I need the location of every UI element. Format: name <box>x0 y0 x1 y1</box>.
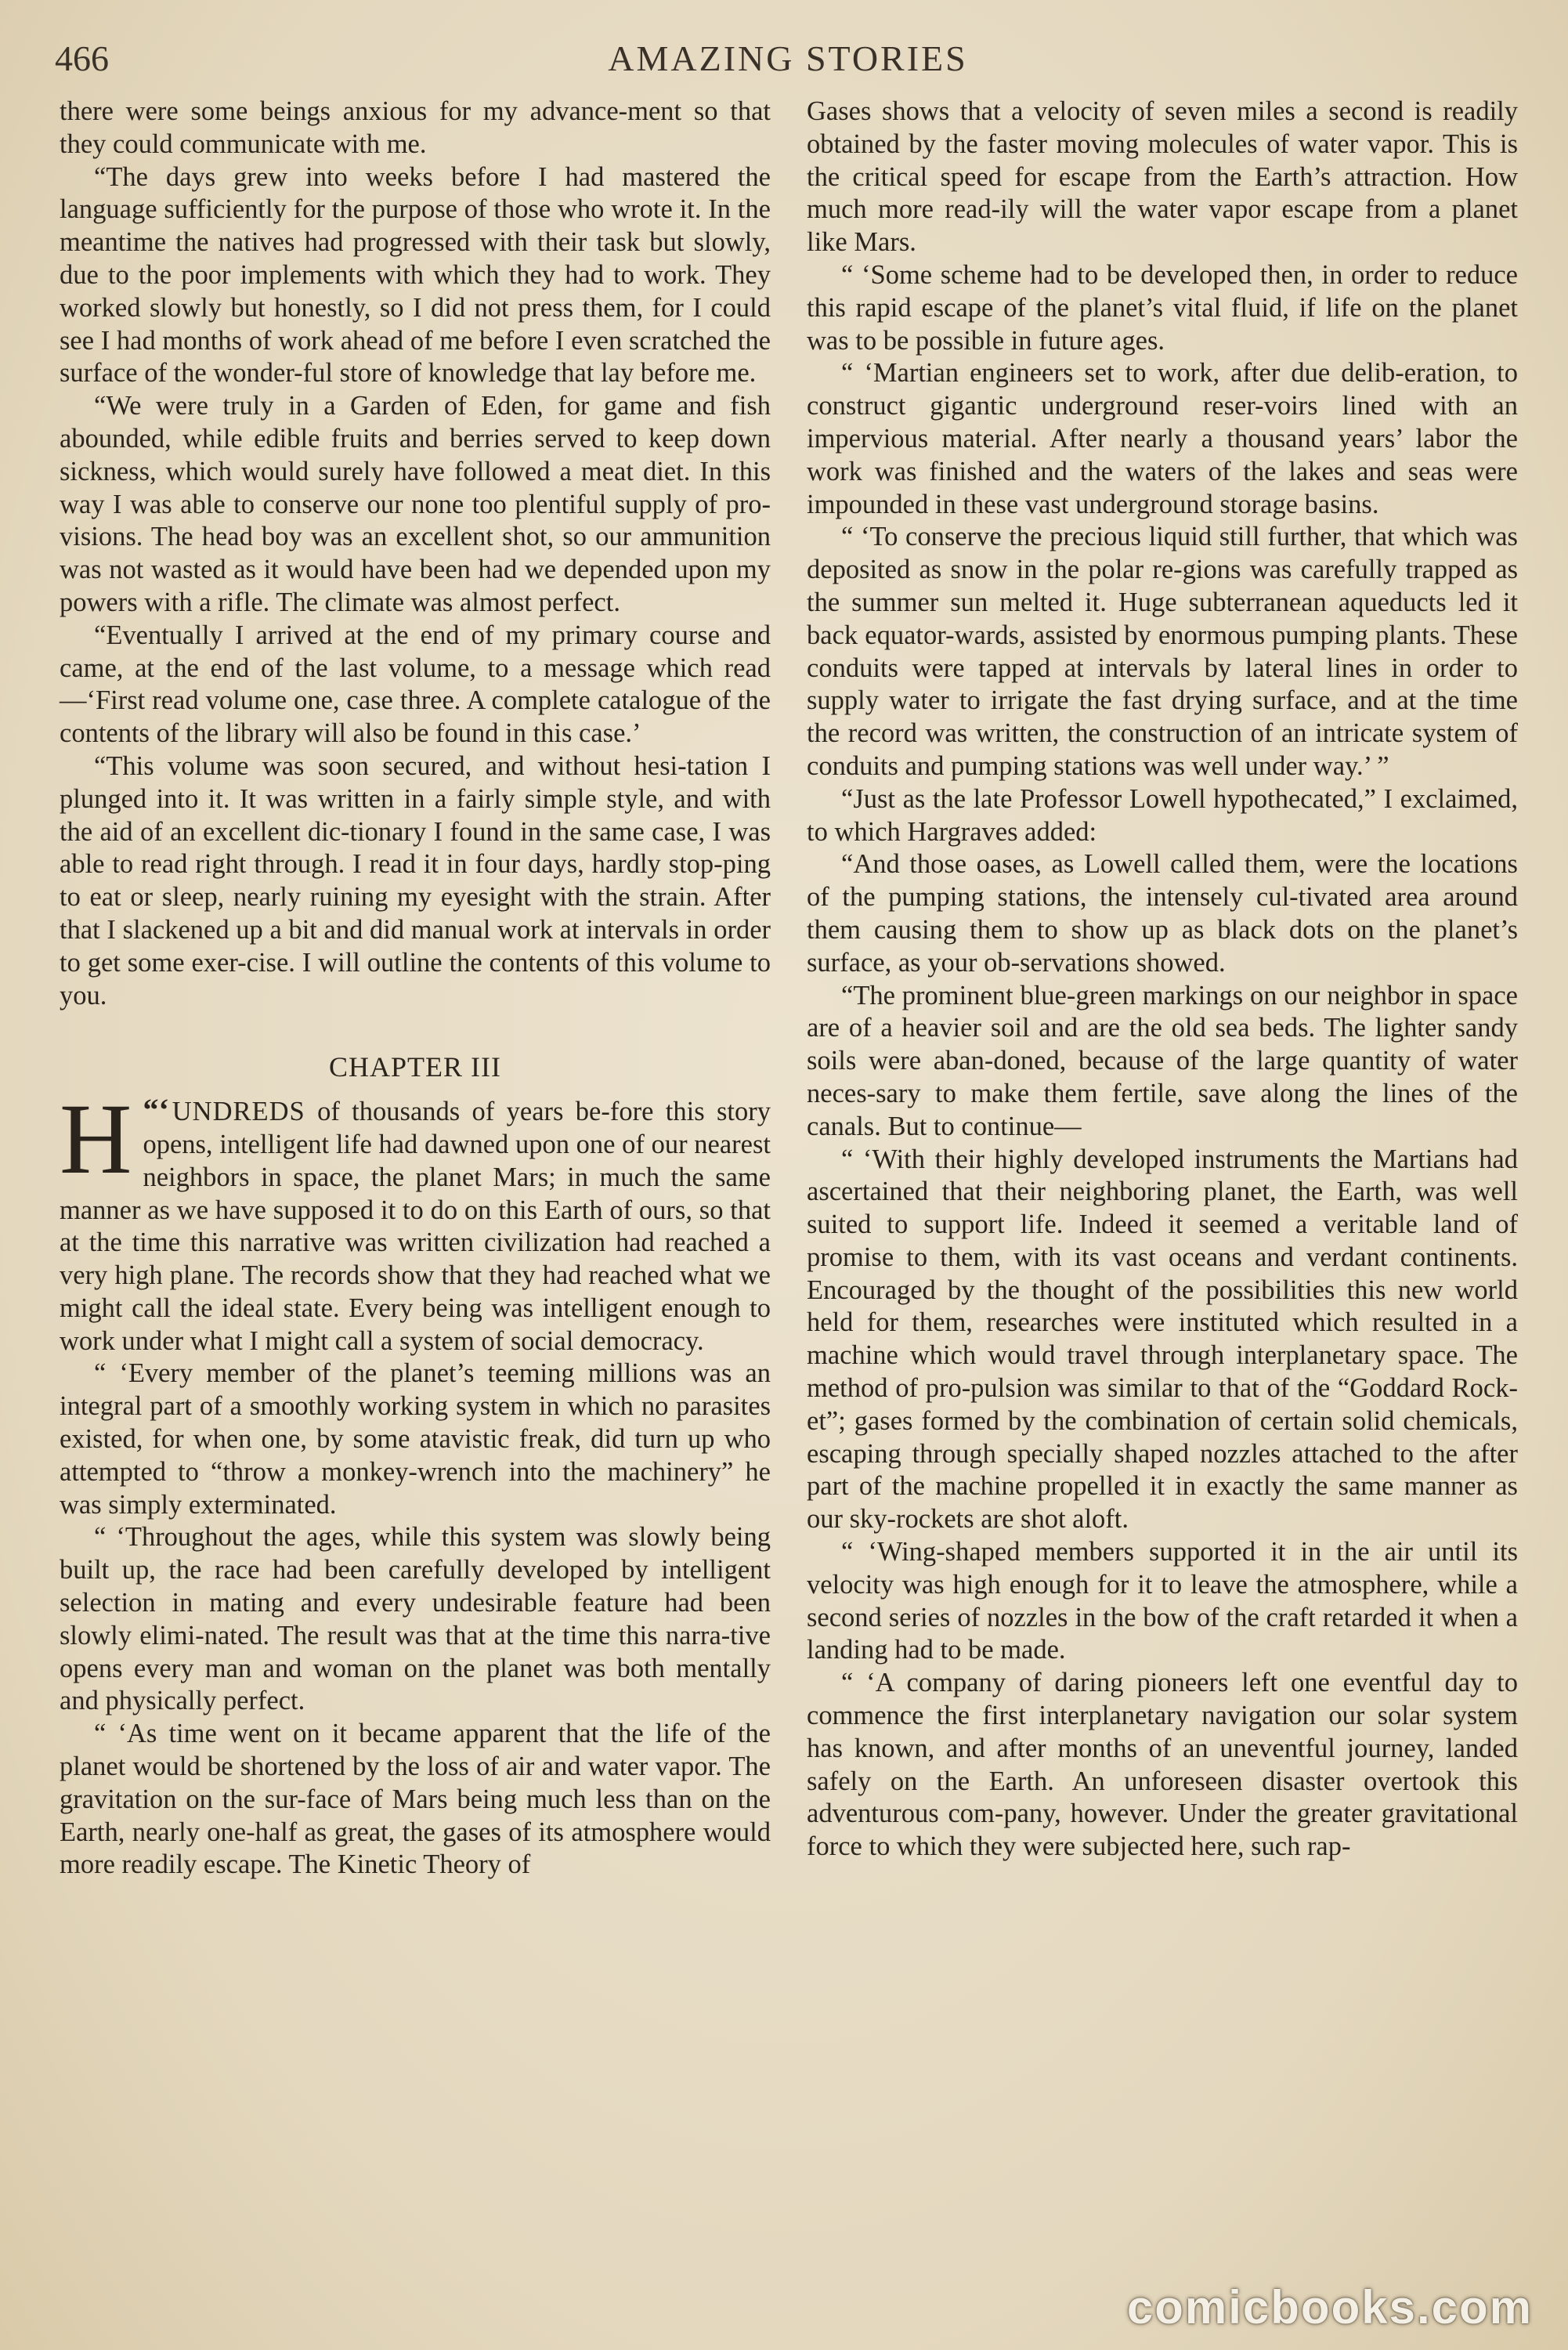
paragraph: “And those oases, as Lowell called them, were the locations of the pumping stations, the intensely cul-tivated area around them causing them to show up as black dots on the planet’s surface, as your ob-servations showed. <box>807 849 1518 978</box>
paragraph: “The days grew into weeks before I had mastered the language sufficiently for the purpose of those who wrote it. In the meantime the natives had progressed with their task but slowly, due to the poor implements with which they had to work. They worked slowly but honestly, so I did not press them, for I could see I had months of work ahead of me before I even scratched the surface of the wonder-ful store of knowledge that lay before me. <box>60 161 771 389</box>
first-word-rest: UNDREDS <box>172 1097 305 1127</box>
watermark-logo: comicbooks.com <box>1126 2281 1533 2334</box>
paragraph: “ ‘As time went on it became apparent that the life of the planet would be shortened by the loss of air and water vapor. The gravitation on the sur-face of Mars being much less than on the Earth, nearly one-half as great, the gases of its atmosphere would more readily escape. The Kinetic Theory of <box>60 1719 771 1880</box>
paragraph: “This volume was soon secured, and without hesi-tation I plunged into it. It was written in a fairly simple style, and with the aid of an excellent dic-tionary I found in the same case, I was able to read right through. I read it in four days, hardly stop-ping to eat or sleep, nearly ruining my eyesight with the strain. After that I slackened up a bit and did manual work at intervals in order to get some exer-cise. I will outline the contents of this volume to you. <box>60 750 771 1010</box>
paragraph: “ ‘Martian engineers set to work, after due delib-eration, to construct gigantic underground reser-voirs lined with an impervious material. After nearly a thousand years’ labor the work was finished and the waters of the lakes and seas were impounded in these vast underground storage basins. <box>807 358 1518 519</box>
paragraph: “Eventually I arrived at the end of my primary course and came, at the end of the last volume, to a message which read—‘First read volume one, case three. A complete catalogue of the contents of the library will also be found in this case.’ <box>60 620 771 749</box>
paragraph: “ ‘Wing-shaped members supported it in the air until its velocity was high enough for it to leave the atmosphere, while a second series of nozzles in the bow of the craft retarded it when a landing had to be made. <box>807 1537 1518 1665</box>
paragraph: “ ‘A company of daring pioneers left one eventful day to commence the first interplanetary navigation our solar system has known, and after months of an uneventful journey, landed safely on the Earth. An unforeseen disaster overtook this adventurous com-pany, however. Under the greater gravitational force to which they were subjected here, such rap- <box>807 1668 1518 1862</box>
paragraph: “ ‘Throughout the ages, while this system was slowly being built up, the race had been carefully developed by intelligent selection in mating and every undesirable feature had been slowly elimi-nated. The result was that at the time this narra-tive opens every man and woman on the planet was both mentally and physically perfect. <box>60 1522 771 1716</box>
opening-quote: “‘ <box>143 1092 169 1128</box>
running-head: AMAZING STORIES <box>608 38 968 78</box>
paragraph: “ ‘Some scheme had to be developed then, in order to reduce this rapid escape of the planet’s vital fluid, if life on the planet was to be possible in future ages. <box>807 259 1518 356</box>
paragraph: “The prominent blue-green markings on our neighbor in space are of a heavier soil and are the old sea beds. The lighter sandy soils were aban-doned, because of the large quantity of water neces-sary to make them fertile, save along the lines of the canals. But to continue— <box>807 980 1518 1141</box>
chapter-heading: CHAPTER III <box>329 1051 501 1083</box>
paragraph: “ ‘Every member of the planet’s teeming millions was an integral part of a smoothly working system in which no parasites existed, for when one, by some atavistic freak, did turn up who attempted to “throw a monkey-wrench into the machinery” he was simply exterminated. <box>60 1358 771 1520</box>
drop-cap: H <box>60 1083 132 1195</box>
paragraph: “We were truly in a Garden of Eden, for game and fish abounded, while edible fruits and berries served to keep down sickness, which would surely have followed a meat diet. In this way I was able to conserve our none too plentiful supply of pro-visions. The head boy was an excellent shot, so our ammunition was not wasted as it would have been had we depended upon my powers with a rifle. The climate was almost perfect. <box>60 391 771 617</box>
paragraph: Gases shows that a velocity of seven miles a second is readily obtained by the faster moving molecules of water vapor. This is the critical speed for escape from the Earth’s attraction. How much more read-ily will the water vapor escape from a planet like Mars. <box>807 96 1518 258</box>
left-column <box>60 96 771 1882</box>
page-header <box>55 31 1521 86</box>
paragraph: there were some beings anxious for my advance-ment so that they could communicate with me. <box>60 96 771 159</box>
paragraph: “ ‘With their highly developed instruments the Martians had ascertained that their neighboring planet, the Earth, was well suited to support life. Indeed it seemed a veritable land of promise to them, with its vast oceans and verdant continents. Encouraged by the thought of the possibilities this new world held for them, researches were instituted which resulted in a machine which would travel through interplanetary space. The method of pro-pulsion was similar to that of the “Goddard Rock-et”; gases formed by the combination of certain solid chemicals, escaping through specially shaped nozzles attached to the after part of the machine propelled it in exactly the same manner as our sky-rockets are shot aloft. <box>807 1144 1518 1535</box>
page-number: 466 <box>55 38 109 78</box>
paragraph-rest: of thousands of years be-fore this story opens, intelligent life had dawned upon one of our nearest neighbors in space, the planet Mars; in much the same manner as we have supposed it to do on this Earth of ours, so that at the time this narrative was written civilization had reached a very high plane. The records show that they had reached what we might call the ideal state. Every being was intelligent enough to work under what I might call a system of social democracy. <box>60 1097 771 1356</box>
paragraph: “ ‘To conserve the precious liquid still further, that which was deposited as snow in the polar re-gions was carefully trapped as the summer sun melted it. Huge subterranean aqueducts led it back equator-wards, assisted by enormous pumping plants. These conduits were tapped at intervals by lateral lines in order to supply water to irrigate the fast drying surface, and at the time the record was written, the construction of an intricate system of conduits and pumping stations was well under way.’ ” <box>807 522 1518 781</box>
right-column <box>807 96 1518 1864</box>
paragraph: “Just as the late Professor Lowell hypothecated,” I exclaimed, to which Hargraves added: <box>807 783 1518 847</box>
chapter-opening-paragraph <box>60 1083 771 1358</box>
